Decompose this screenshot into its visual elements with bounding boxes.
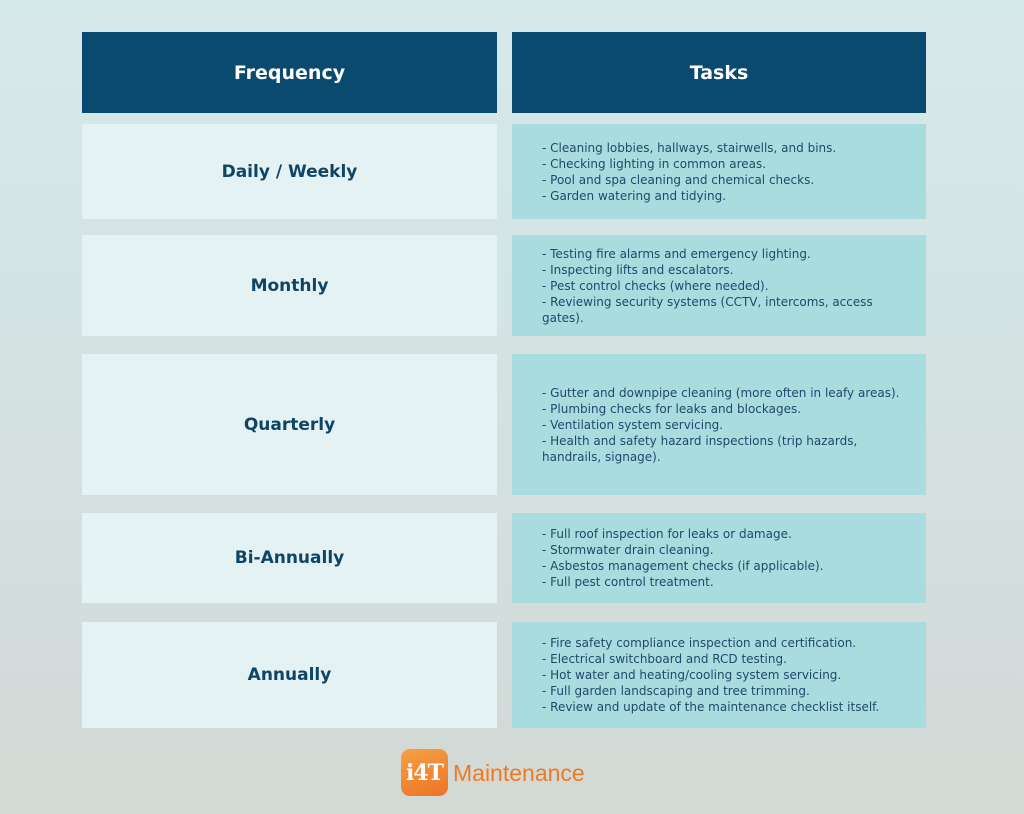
tasks-cell bbox=[512, 354, 926, 495]
task-item: - Ventilation system servicing. bbox=[542, 417, 724, 432]
task-item: - Testing fire alarms and emergency lighting. bbox=[542, 246, 811, 261]
task-item: - Reviewing security systems (CCTV, intercoms, access gates). bbox=[542, 294, 873, 325]
task-item: - Garden watering and tidying. bbox=[542, 188, 727, 203]
frequency-cell: Daily / Weekly bbox=[82, 124, 497, 219]
task-item: - Stormwater drain cleaning. bbox=[542, 543, 714, 557]
table-row bbox=[0, 124, 1024, 219]
tasks-cell bbox=[512, 513, 926, 603]
table-row bbox=[0, 354, 1024, 495]
tasks-cell bbox=[512, 235, 926, 336]
brand-name: Maintenance bbox=[453, 760, 585, 786]
tasks-column-header: Tasks bbox=[512, 32, 926, 113]
task-item: - Review and update of the maintenance checklist itself. bbox=[542, 700, 880, 714]
task-item: - Pool and spa cleaning and chemical checks. bbox=[542, 172, 815, 187]
task-item: - Plumbing checks for leaks and blockages. bbox=[542, 401, 802, 416]
frequency-column-header: Frequency bbox=[82, 32, 497, 113]
table-row bbox=[0, 622, 1024, 728]
task-item: - Electrical switchboard and RCD testing. bbox=[542, 652, 787, 666]
logo-mark: i4T bbox=[405, 759, 444, 786]
task-item: - Gutter and downpipe cleaning (more often in leafy areas). bbox=[542, 385, 900, 400]
task-item: - Hot water and heating/cooling system servicing. bbox=[542, 668, 842, 682]
brand-logo-icon bbox=[401, 749, 448, 796]
task-item: - Pest control checks (where needed). bbox=[542, 278, 769, 293]
task-item: - Fire safety compliance inspection and certification. bbox=[542, 636, 857, 650]
table-row bbox=[0, 513, 1024, 603]
tasks-cell bbox=[512, 622, 926, 728]
frequency-cell: Annually bbox=[82, 622, 497, 728]
task-item: - Checking lighting in common areas. bbox=[542, 156, 767, 171]
task-item: - Health and safety hazard inspections (trip hazards, handrails, signage). bbox=[542, 433, 858, 464]
task-item: - Asbestos management checks (if applicable). bbox=[542, 559, 824, 573]
frequency-cell: Quarterly bbox=[82, 354, 497, 495]
task-item: - Inspecting lifts and escalators. bbox=[542, 262, 734, 277]
frequency-cell: Monthly bbox=[82, 235, 497, 336]
tasks-cell bbox=[512, 124, 926, 219]
frequency-cell: Bi-Annually bbox=[82, 513, 497, 603]
table-row bbox=[0, 235, 1024, 336]
task-item: - Full garden landscaping and tree trimming. bbox=[542, 684, 810, 698]
task-item: - Full roof inspection for leaks or damage. bbox=[542, 527, 792, 541]
task-item: - Full pest control treatment. bbox=[542, 575, 714, 589]
task-item: - Cleaning lobbies, hallways, stairwells, and bins. bbox=[542, 140, 837, 155]
